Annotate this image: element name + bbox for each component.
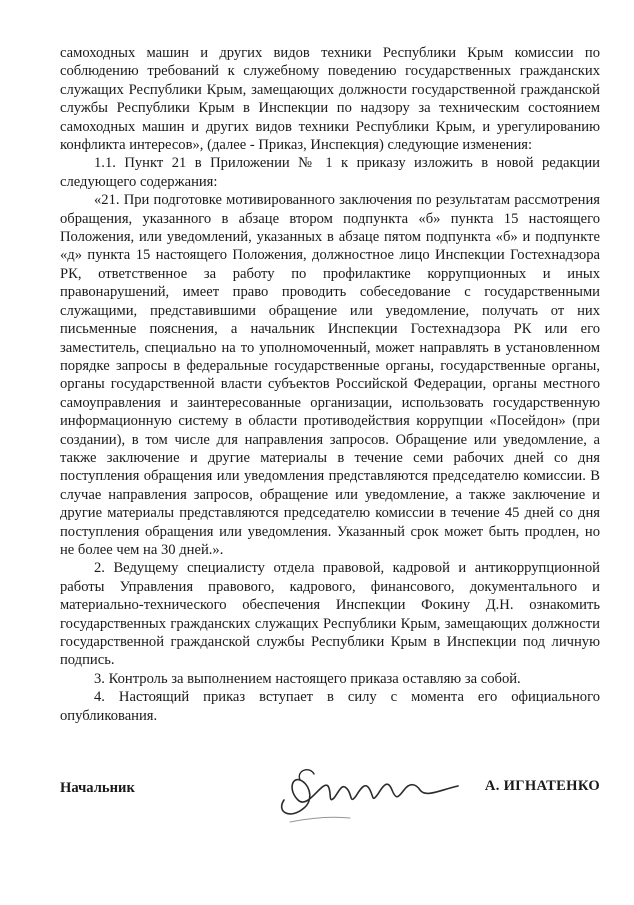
signer-position: Начальник [60,780,135,796]
item-2 [60,559,600,669]
item-4-number: 4. [94,689,105,706]
item-1-1: 1.1. Пункт 21 в Приложении № 1 к приказу изложить в новой редакции следующего содержания: [60,155,600,190]
item-2-number: 2. [94,560,105,577]
signer-name: А. ИГНАТЕНКО [484,778,600,794]
quoted-point-21: «21. При подготовке мотивированного заключения по результатам рассмотрения обращения, указанного в абзаце втором подпункта «б» пункта 15 настоящего Положения, или уведомлений, указанных в абзаце пятом подпункта «б» и подпункте «д» пункта 15 настоящего Положения, должностное лицо Инспекции Гостехнадзора РК, ответственное за работу по профилактике коррупционных и иных правонарушений, имеет право проводить собеседование с государственными служащими, представившими обращение или уведомление, получать от них письменные пояснения, а начальник Инспекции Гостехнадзора РК или его заместитель, специально на то уполномоченный, может направлять в установленном порядке запросы в федеральные государственные органы, государственные органы, органы государственной власти субъектов Российской Федерации, органы местного самоуправления и заинтересованные организации, использовать государственную информационную систему в области противодействия коррупции «Посейдон» (при создании), в том числе для направления запросов. Обращение или уведомление, а также заключение и другие материалы в течение семи рабочих дней со дня поступления обращения или уведомления представляются председателю комиссии. В случае направления запросов, обращение или уведомление, а также заключение и другие материалы представляются председателю комиссии в течение 45 дней со дня поступления обращения или уведомления. Указанный срок может быть продлен, но не более чем на 30 дней.». [60,192,600,558]
document-body [60,44,600,725]
item-3-number: 3. [94,670,105,687]
item-2-text: Ведущему специалисту отдела правовой, кадровой и антикоррупционной работы Управления правового, кадрового, финансового, документального и материально-технического обеспечения Инспекции Фокину Д.Н. ознакомить государственных гражданских служащих Республики Крым, замещающих должности государственной гражданской службы Республики Крым в Инспекции под личную подпись. [60,560,600,669]
item-4-text: Настоящий приказ вступает в силу с момента его официального опубликования. [60,689,600,724]
signature-block [60,760,600,840]
handwritten-signature [270,760,470,830]
item-3-text: Контроль за выполнением настоящего приказа оставляю за собой. [108,670,521,687]
item-4 [60,688,600,725]
item-3 [60,670,600,688]
intro-paragraph: самоходных машин и других видов техники Республики Крым комиссии по соблюдению требований к служебному поведению государственных гражданских служащих Республики Крым, замещающих должности государственной гражданской службы Республики Крым в Инспекции по надзору за техническим состоянием самоходных машин и других видов техники Республики Крым, и урегулированию конфликта интересов», (далее - Приказ, Инспекция) следующие изменения: [60,45,600,154]
